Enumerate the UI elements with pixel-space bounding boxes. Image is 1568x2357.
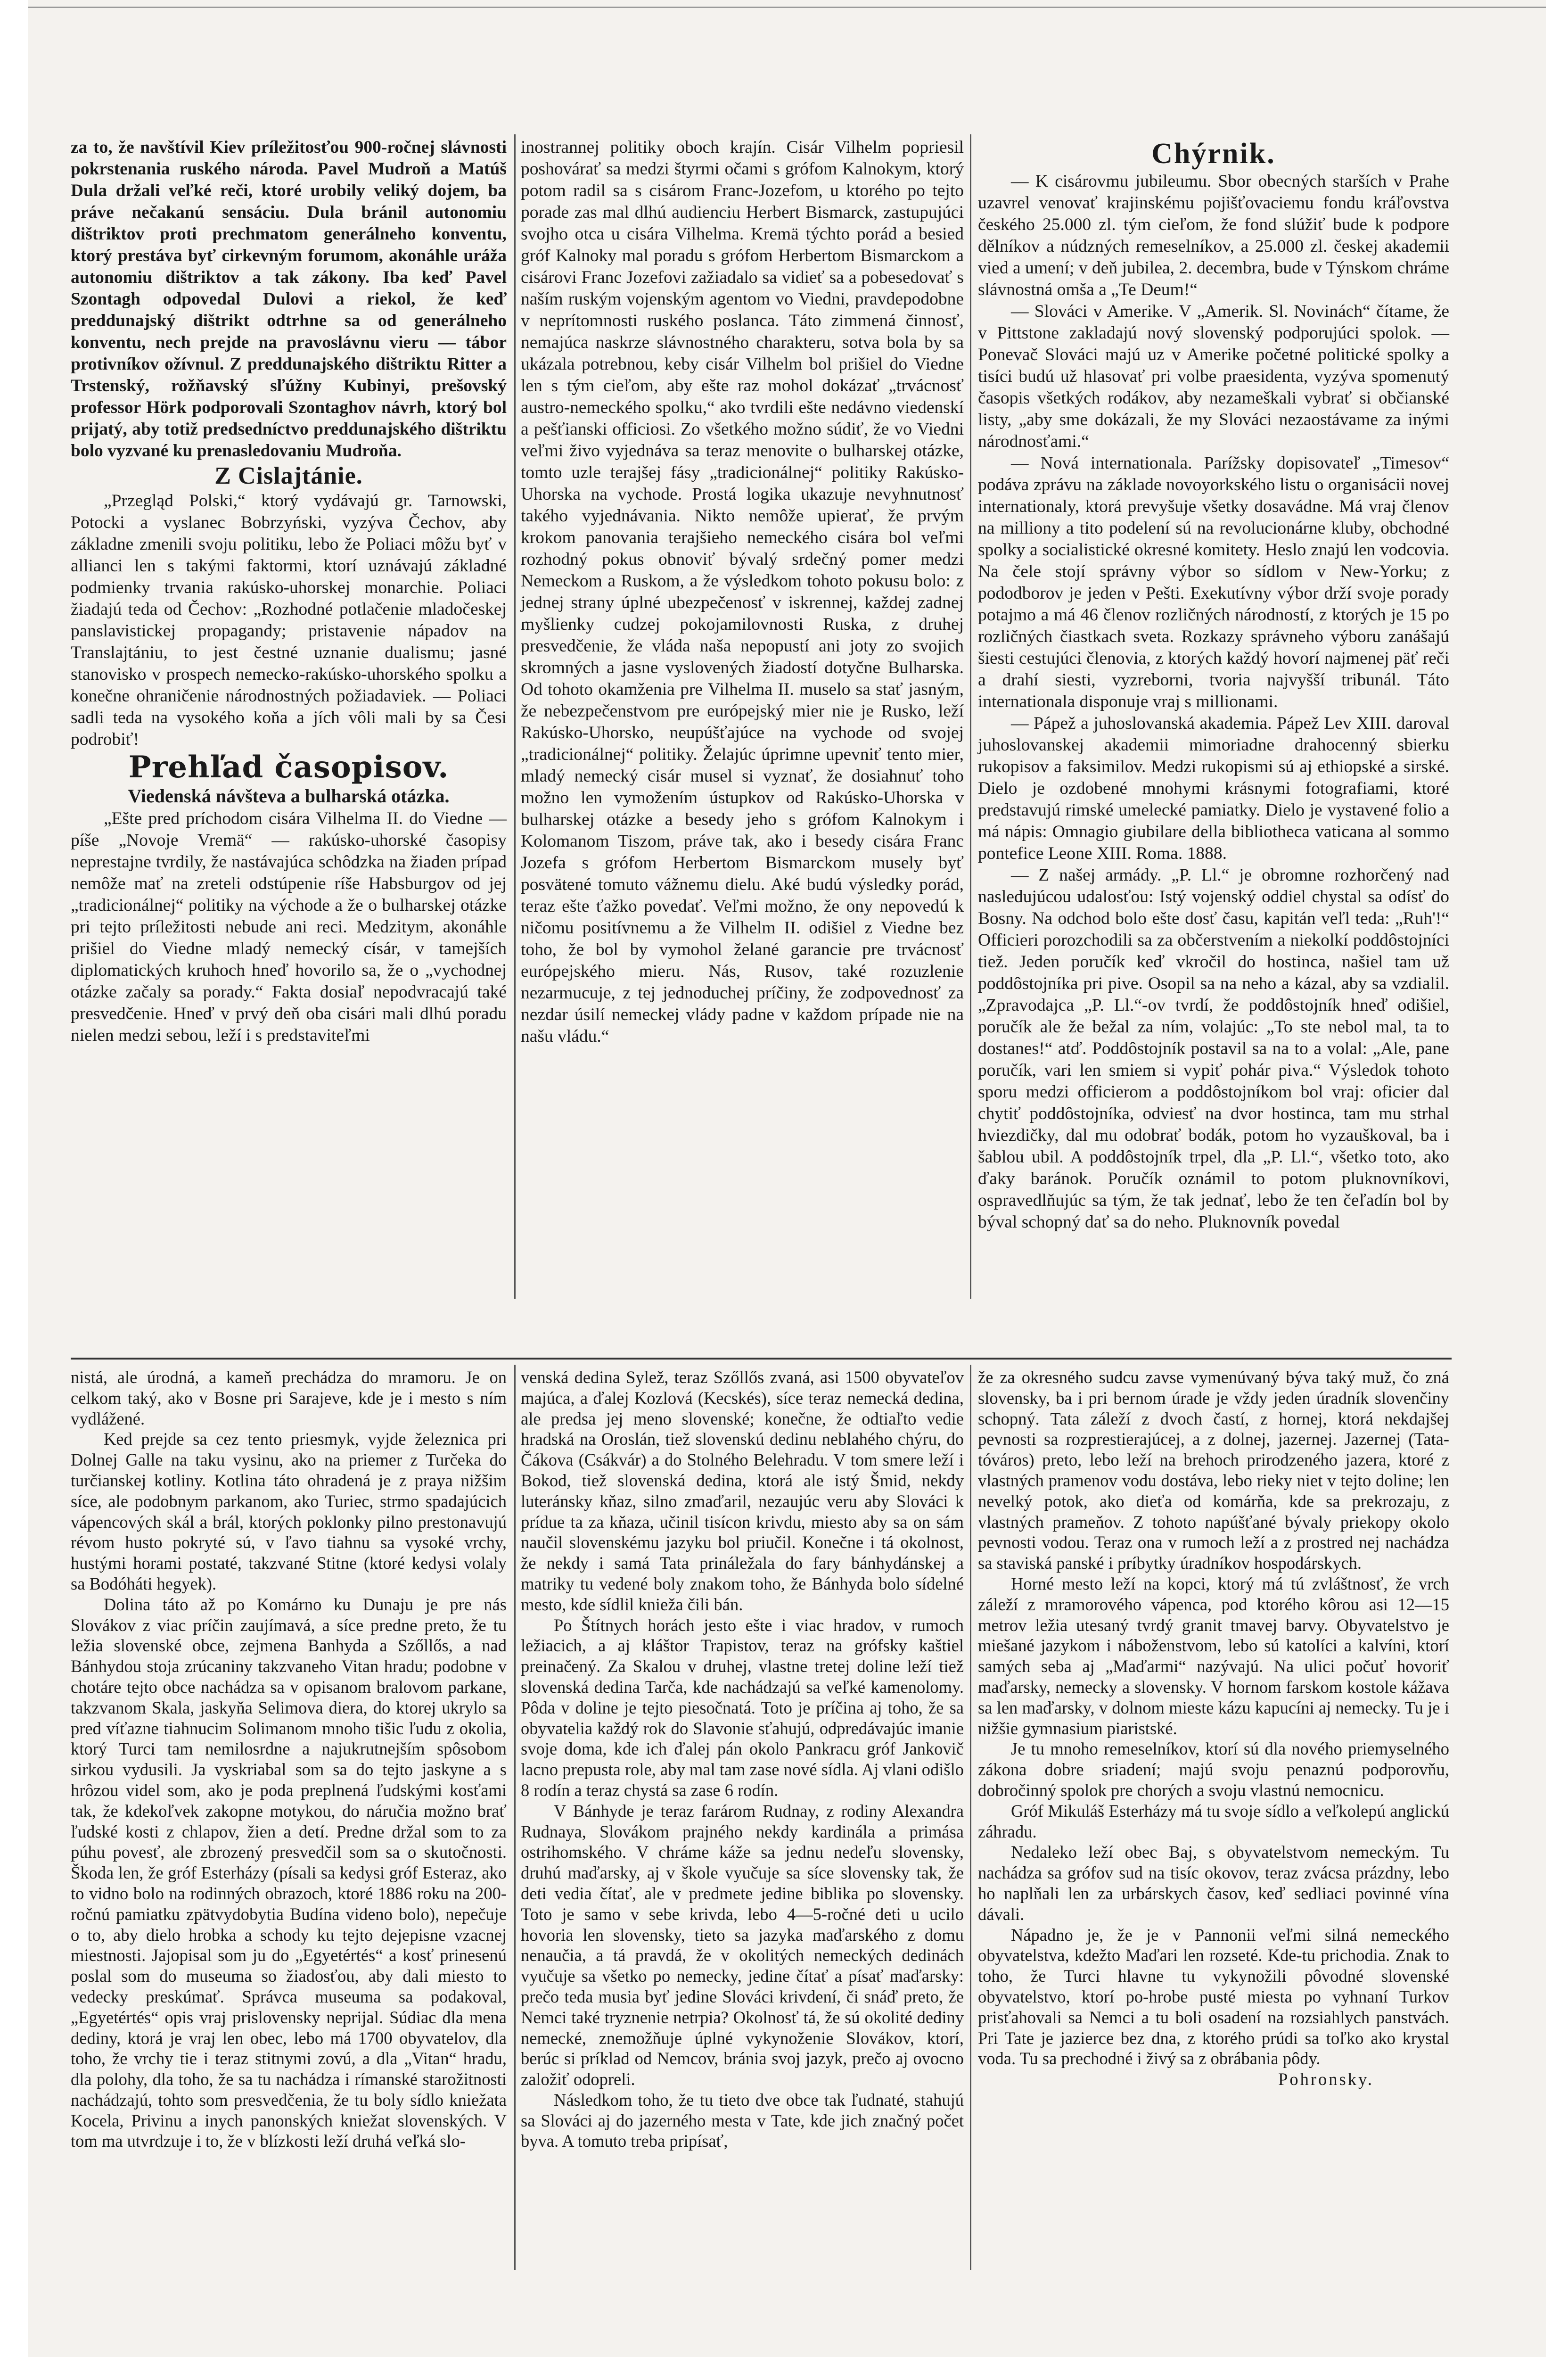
lower1-paragraph-2: Ked prejde sa cez tento priesmyk, vyjde železnica pri Dolnej Galle na taku vysinu, ako na priemer z Turčeka do turčianskej kotliny. Kotlina táto ohradená je z praya nižšim síce, ale podobnym parkanom, ako Turiec, strmo spadajúcich vápencových skál a brál, ktorých poklonky pilno prestonavujú révom husto pokryté sú, v ľavo tiahnu sa vysoké vrchy, hustými horami postaté, takzvané Stitne (ktoré kedysi volaly sa Bodóháti hegyek). — [71, 1429, 507, 1593]
column-divider-lower-2 — [970, 1365, 971, 2270]
lower-column-3 — [978, 1367, 1449, 2090]
inostrannej-paragraph: inostrannej politiky oboch krajín. Cisár Vilhelm popriesil poshovárať sa medzi štyrmi očami s grófom Kalnokym, ktorý potom radil sa s cisárom Franc-Jozefom, u ktorého po tejto porade zas mal dlhú audienciu Herbert Bismarck, zastupujúci svojho otca u cisára Vilhelma. Kremä týchto porád a besied gróf Kalnoky mal poradu s grófom Herbertom Bismarckom a cisárovi Franc Jozefovi zažiadalo sa vidieť sa a pobesedovať s naším ruským vojenským agentom vo Viedni, pravdepodobne v neprítomnosti ruského poslanca. Táto zimmená činnosť, nemajúca naskrze slávnostného charakteru, sotva bola by sa ukázala potrebnou, keby cisár Vilhelm bol prišiel do Viedne len s tým cieľom, aby ešte raz mohol dokázať „trvácnosť austro-nemeckého spolku,“ ako tvrdili ešte nedávno viedenskí a pešťianski officiosi. Zo všetkého možno súdiť, že vo Viedni veľmi živo vyjednáva sa teraz menovite o bulharskej otázke, tomto uzle terajšej fásy „tradicionálnej“ politiky Rakúsko-Uhorska na vychode. Prostá logika ukazuje nevyhnutnosť takého vyjednávania. Nikto nemôže upierať, že prvým krokom panovania terajšieho nemeckého cisára bol veľmi rozhodný pokus obnoviť bývalý srdečný pomer medzi Nemeckom a Ruskom, a že výsledkom tohoto pokusu bolo: z jednej strany úplné ubezpečenosť v iskrennej, každej zadnej myšlienky cudzej pokojamilovnosti Ruska, z druhej presvedčenie, že vláda naša nepopustí ani joty zo svojich skromných a jasne vyslovených žiadostí dotyčne Bulharska. Od tohoto okamženia pre Vilhelma II. muselo sa stať jasným, že nebezpečenstvom pre európejský mier nie je Rusko, leží Rakúsko-Uhorsko, neupúšťajúce na vychode od svojej „tradicionálnej“ politiky. Želajúc úprimne upevniť tento mier, mladý nemecký cisár musel si vyznať, že dosiahnuť toho možno len vymožením ústupkov od Rakúsko-Uhorska v bulharskej otázke a besedy jeho s grófom Kalnokym i Kolomanom Tiszom, práve tak, ako i besedy cisára Franc Jozefa s grófom Herbertom Bismarckom musely byť posvätené tomuto vážnemu dielu. Aké budú výsledky porád, teraz ešte ťažko povedať. Veľmi možno, že ony nepovedú k ničomu positívnemu a že Vilhelm II. odišiel z Viedne bez toho, že bol by vymohol želané garancie pre trvácnosť európejského mieru. Nás, Rusov, také rozuzlenie nezarmucuje, z tej jednoduchej príčiny, že zodpovednosť za nezdar úsilí nemeckej vlády padne v každom prípade nie na našu vládu.“ — [521, 138, 964, 1046]
chyrnik-item-armada: — Z našej armády. „P. Ll.“ je obromne rozhorčený nad nasledujúcou udalosťou: Istý vojenský oddiel chystal sa odísť do Bosny. Na odchod bolo ešte dosť času, kapitán veľl teda: „Ruh'!“ Officieri porozchodili sa za občerstvením a niekolkí poddôstojníci tiež. Jeden poručík keď vkročil do hostinca, našiel tam už poddôstojníka pri pive. Osopil sa na neho a kázal, aby sa vzdialil. „Zpravodajca „P. Ll.“-ov tvrdí, že poddôstojník hneď odišiel, poručík ale že bežal za ním, volajúc: „To ste nebol mal, ta to dostanes!“ atď. Poddôstojník postavil sa na to a volal: „Ale, pane poručík, vari len smiem si vypiť pohár piva.“ Výsledok tohoto sporu medzi officierom a poddôstojníkom bol vraj: oficier dal chytiť poddôstojníka, odviesť na dvor hostinca, tam mu strhal hviezdičky, dal mu odobrať bodák, potom ho vyzauškoval, ba i šablou ubil. A poddôstojník trpel, dla „P. Ll.“, všetko toto, ako ďaky baránok. Poručík oznámil to potom pluknovníkovi, ospravedlňujúc sa tým, že tak jednať, lebo že ten čeľadín bol by býval schopný dať sa do neho. Pluknovník povedal — [978, 865, 1449, 1232]
upper-column-2 — [521, 137, 964, 1047]
upper-column-1 — [71, 137, 507, 1047]
lower3-paragraph-2: Horné mesto leží na kopci, ktorý má tú zvláštnosť, že vrch záleží z mramorového vápenca, pod ktorého kôrou asi 12—15 metrov ležia utesaný tvrdý granit tmavej barvy. Obyvatelstvo je miešané jazykom i náboženstvom, lebo sú katolíci a kalvíni, ktorí samých seba aj „Maďarmi“ nazývajú. Na ulici počuť hovoriť maďarsky, nemecky a slovensky. V hornom farskom kostole kážava sa len maďarsky, v dolnom mieste kázu kapucíni aj nemecky. Tu je i nižšie gymnasium piaristské. — [978, 1574, 1449, 1738]
upper-column-3 — [978, 137, 1449, 1233]
lower-column-1 — [71, 1367, 507, 2151]
section-title-cislajtania: Z Cislajtánie. — [214, 462, 363, 489]
lower-column-2 — [521, 1367, 964, 2151]
lead-paragraph: za to, že navštívil Kiev príležitosťou 900-ročnej slávnosti pokrstenania ruského národa. Pavel Mudroň a Matúš Dula držali veľké reči, ktoré urobily veliký dojem, ba práve nečakanú sensáciu. Dula bránil autonomiu dištriktov proti prechmatom generálneho konventu, ktorý prestáva byť cirkevným forumom, akonáhle uráža autonomiu dištriktov a tak zákony. Iba keď Pavel Szontagh odpovedal Dulovi a riekol, že keď preddunajský dištrikt odtrhne sa od generálneho konventu, nech prejde na pravoslávnu vieru — tábor protivníkov ožívnul. Z preddunajského dištriktu Ritter a Trstenský, rožňavský sľúžny Kubinyi, prešovský professor Hörk podporovali Szontaghov návrh, ktorý bol prijatý, aby totiž predsedníctvo preddunajského dištriktu bolo vyzvané ku prenasledovaniu Mudroňa. — [71, 138, 507, 461]
lower2-paragraph-1: venská dedina Sylež, teraz Szőllős zvaná, asi 1500 obyvateľov majúca, a ďalej Kozlová (Kecskés), síce teraz nemecká dedina, ale predsa jej meno slovenské; konečne, že odtiaľto vedie hradská na Oroslán, tiež slovenskú dedinu neblahého chýru, do Čákova (Csákvár) a do Stolného Belehradu. V tom smere leží i Bokod, tiež slovenská dedina, ktorá ale istý Šmid, nekdy luteránsky kňaz, silno zmaďaril, nezaujúc veru aby Slováci k prídue ta za kňaza, učinil tisícon krivdu, miesto aby sa on sám naučil slovenskému jazyku bol priučil. Konečne i tá okolnost, že nekdy i samá Tata prináležala do fary bánhydánskej a matriky tu vedené boly znakom toho, že Bánhyda bolo sídelné mesto, kde sídlil knieža čili bán. — [521, 1368, 964, 1614]
lower3-paragraph-3: Je tu mnoho remeselníkov, ktorí sú dla nového priemyselného zákona dobre sriadení; majú svoju penaznú podporovňu, dobročinný spolok pre chorých a svoju vlastnú nemocnicu. — [978, 1739, 1449, 1800]
prehlad-paragraph: „Ešte pred príchodom cisára Vilhelma II. do Viedne — píše „Novoje Vremä“ — rakúsko-uhorské časopisy neprestajne tvrdily, že nastávajúca schôdzka na žiaden prípad nemôže mať na zreteli odstúpenie ríše Habsburgov od jej „tradicionálnej“ politiky na východe a že o bulharskej otázke pri tejto príležitosti nebude ani reci. Medzitym, akonáhle prišiel do Viedne mladý nemecký císár, v tamejších diplomatických kruhoch hneď hovorilo sa, že o „vychodnej otázke začaly sa porady.“ Fakta dosiaľ nepodvracajú také presvedčenie. Hneď v prvý deň oba cisári mali dlhú poradu nielen medzi sebou, leží i s predstaviteľmi — [71, 809, 507, 1045]
lower1-paragraph-1: nistá, ale úrodná, a kameň prechádza do mramoru. Je on celkom taký, ako v Bosne pri Sarajeve, kde je i mesto s ním vydlážené. — [71, 1368, 507, 1428]
lower2-paragraph-4: Následkom toho, že tu tieto dve obce tak ľudnaté, stahujú sa Slováci aj do jazerného mesta v Tate, kde jich značný počet byva. A tomuto treba pripísať, — [521, 2090, 964, 2151]
chyrnik-title: Chýrnik. — [1151, 138, 1276, 170]
lower2-paragraph-2: Po Štítnych horách jesto ešte i viac hradov, v rumoch ležiacich, a aj kláštor Trapistov, teraz na grófsky kaštiel preinačený. Za Skalou v druhej, vlastne tretej doline leží tiež slovenská dedina Tarča, kde nachádzajú sa veľké kamenolomy. Pôda v doline je tejto piesočnatá. Toto je príčina aj toho, že sa obyvatelia každý rok do Slavonie sťahujú, odpredávajúc imanie svoje doma, kde ich ďalej pán okolo Pankracu gróf Jankovič lacno prepusta role, aby mal tam zase nové sídla. Aj vlani odišlo 8 rodín a teraz chystá sa zase 6 rodín. — [521, 1615, 964, 1800]
lower3-paragraph-6: Nápadno je, že je v Pannonii veľmi silná nemeckého obyvatelstva, kdežto Maďari len rozseté. Kde-tu prichodia. Znak to toho, že Turci hlavne tu vykynožili pôvodné slovenské obyvatelstvo, ktorí po-hrobe pusté miesta po vyhnaní Turkov prisťahovali sa Nemci a tu boli osadení na rozsiahlych panstvách. Pri Tate je jazierce bez dna, z ktorého prúdi sa toľko ako krystal voda. Tu sa prechodné i živý sa z obrábania pôdy. — [978, 1925, 1449, 2069]
chyrnik-item-papez: — Pápež a juhoslovanská akademia. Pápež Lev XIII. daroval juhoslovanskej akademii mimoriadne drahocenný sbierku rukopisov a faksimilov. Medzi rukopismi sú aj ethiopské a sirské. Dielo je ozdobené mnohymi krásnymi fotografiami, ktoré predstavujú rimské umelecké pamiatky. Dielo je vystavené folio a má nápis: Omnagio giubilare della bibliotheca vaticana al sommo pontefice Leone XIII. Roma. 1888. — [978, 714, 1449, 863]
section-divider — [71, 1358, 1452, 1360]
lower1-paragraph-3: Dolina táto až po Komárno ku Dunaju je pre nás Slovákov z viac príčin zaujímavá, a síce predne preto, že tu ležia slovenské obce, zejmena Banhyda a Szőllős, a nad Bánhydou stoja zrúcaniny takzvaneho Vitan hradu; podobne v chotáre tejto obce nachádza sa v opisanom bralovom parkane, takzvanom Skala, jaskyňa Selimova diera, do ktorej ukrylo sa pred víťazne tiahnucim Solimanom mnoho tišic ľudu z okolia, ktorý Turci tam nemilosrdne a najukrutnejším spôsobom sirkou vydusili. Ja vyskriabal som sa do tejto jaskyne a s hrôzou videl som, ako je poda preplnená ľudskými kosťami tak, že kdekoľvek zakopne motykou, do náručia možno brať ľudské kosti z chlapov, žien a detí. Predne držal som to za púhu povesť, ale zbrozený presvedčil som sa o skutočnosti. Škoda len, že gróf Esterházy (písali sa kedysi gróf Esteraz, ako to vidno bolo na rodinných obrazoch, ktoré 1886 roku na 200-ročnú pamiatku zpätvydobytia Budína videno bolo), nepečuje o to, aby dielo hrobka a schody ku tejto dejepisne vzacnej miestnosti. Jajopisal som ju do „Egyetértés“ a kosť prinesenú poslal som do museuma so žiadosťou, aby dali miesto to vedecky preskúmať. Správca museuma sa podakoval, „Egyetértés“ opis vraj prislovensky neprijal. Súdiac dla mena dediny, ktorá je vraj len obec, lebo má 1700 obyvatelov, dla toho, že vrchy tie i teraz stitnymi zovú, a dla „Vitan“ hradu, dla polohy, dla toho, že sa tu nachádza i rímanské starožitnosti nachádzajú, tohto som presvedčenia, že tu boly sídlo kniežata Kocela, Privinu a inych panonských kniežat slovenských. V tom ma utvrdzuje i to, že v blízkosti leží druhá veľká slo- — [71, 1594, 507, 2151]
author-signature: Pohronsky. — [1278, 2069, 1374, 2089]
column-divider-upper-1 — [514, 134, 516, 1299]
column-divider-lower-1 — [514, 1365, 516, 2270]
section-title-prehlad: Prehľad časopisov. — [128, 750, 449, 785]
chyrnik-item-internationala: — Nová internationala. Parížsky dopisovateľ „Timesov“ podáva zprávu na základe novoyorkského listu o organisácii novej internationaly, ktorá prevyšuje všetky dosavádne. Má vraj členov na milliony a tito podelení sú na revolucionárne kluby, obchodné spolky a socialistické okresné komitety. Heslo znajú len vodcovia. Na čele stojí správny výbor so sídlom v New-Yorku; z pododborov je jeden v Pešti. Exekutívny výbor drží svoje porady potajmo a má 46 členov rozličných národností, z ktorých je 15 po rozličných čiastkach sveta. Rozkazy správneho výboru zanášajú šiesti cestujúci členovia, z ktorých každý hovorí najmenej päť reči a drahí siesti, vyzreborni, tvoria najvyšší tribunál. Táto internationala disponuje vraj s millionami. — [978, 453, 1449, 711]
lower3-paragraph-1: že za okresného sudcu zavse vymenúvaný býva taký muž, čo zná slovensky, ba i pri bernom úrade je vždy jeden úradník slovenčiny schopný. Tata záleží z dvoch častí, z hornej, ktorá nekdajšej pevnosti sa rozprestierajúcej, a z dolnej, jazernej. Jazernej (Tata-tóváros) preto, lebo leží na brehoch prirodzeného jazera, ktoré z vlastných pramenov vodu dostáva, lebo rieky niet v tejto doline; len nevelký potok, ako dieťa od komárňa, kde sa prekrozaju, z vlastných prameňov. Z tohoto napúšťané bývaly priekopy okolo pevnosti vodou. Teraz ona v rumoch leží a z prostred nej nachádza sa staviská panské i príbytky úradníkov hospodárskych. — [978, 1368, 1449, 1573]
column-divider-upper-2 — [970, 134, 971, 1299]
lower2-paragraph-3: V Bánhyde je teraz farárom Rudnay, z rodiny Alexandra Rudnaya, Slovákom prajného nekdy kardinála a primása ostrihomského. V chráme káže sa jednu nedeľu slovensky, druhú maďarsky, aj v škole vyučuje sa síce slovensky tak, že deti vedia čítať, ale v predmete jedine biblika po slovensky. Toto je samo v sebe krivda, lebo 4—5-ročné deti u ucilo hovoria len slovensky, tieto sa jazyka maďarského z domu nenaučia, a tá pravdá, že v okolitých nemeckých dedinách vyučuje sa všetko po nemecky, jedine čítať a písať maďarsky: prečo teda musia byť jedine Slováci krivdení, či snáď preto, že Nemci také tryznenie netrpia? Okolnosť tá, že sú okolité dediny nemecké, znemožňuje úplné vykynoženie Slovákov, ktorí, berúc si príklad od Nemcov, bránia svoj jazyk, prečo aj ovocno založiť odopreli. — [521, 1801, 964, 2089]
section-subtitle-viedenska: Viedenská návšteva a bulharská otázka. — [128, 785, 450, 807]
chyrnik-item-slovaci: — Slováci v Amerike. V „Amerik. Sl. Novinách“ čítame, že v Pittstone zakladajú nový slovenský podporujúci spolok. — Ponevač Slováci majú uz v Amerike početné politické spolky a tisíci budú už hlasovať pri volbe praesidenta, vyzýva spomenutý časopis všetkých rodákov, aby nezameškali vybrať si občianské listy, „aby sme dokázali, že my Slováci nezaostávame za inými národnosťami.“ — [978, 302, 1449, 451]
lower3-paragraph-5: Nedaleko leží obec Baj, s obyvatelstvom nemeckým. Tu nachádza sa grófov sud na tisíc okovov, teraz zvácsa prázdny, lebo ho naplňali len za urbárskych časov, keď sedliaci povinné vína dávali. — [978, 1842, 1449, 1924]
lower3-paragraph-4: Gróf Mikuláš Esterházy má tu svoje sídlo a veľkolepú anglickú záhradu. — [978, 1801, 1449, 1841]
cislajtania-paragraph: „Przegląd Polski,“ ktorý vydávajú gr. Tarnowski, Potocki a vyslanec Bobrzyński, vyzýva Čechov, aby základne zmenili svoju politiku, lebo že Poliaci môžu byť v allianci len s takými faktormi, ktorí uznávajú základné podmienky trvania rakúsko-uhorskej monarchie. Poliaci žiadajú teda od Čechov: „Rozhodné potlačenie mladočeskej panslavistickej propagandy; pristavenie nápadov na Translajtániu, to jest čestné uznanie dualismu; jasné stanovisko v prospech nemecko-rakúsko-uhorského spolku a konečne ohraničenie národnostných požiadaviek. — Poliaci sadli teda na vysokého koňa a jích vôli mali by sa Česi podrobiť! — [71, 491, 507, 749]
chyrnik-item-jubileum: — K cisárovmu jubileumu. Sbor obecných starších v Prahe uzavrel venovať krajinskému pojišťovaciemu fondu kráľovstva českého 25.000 zl. tým cieľom, že fond slúžiť bude k podpore dělníkov a núdzných remeselníkov, a 25.000 zl. českej akademii vied a umení; v deň jubilea, 2. decembra, bude v Týnskom chráme slávnostná omša a „Te Deum!“ — [978, 172, 1449, 299]
top-edge-line — [28, 7, 1546, 8]
